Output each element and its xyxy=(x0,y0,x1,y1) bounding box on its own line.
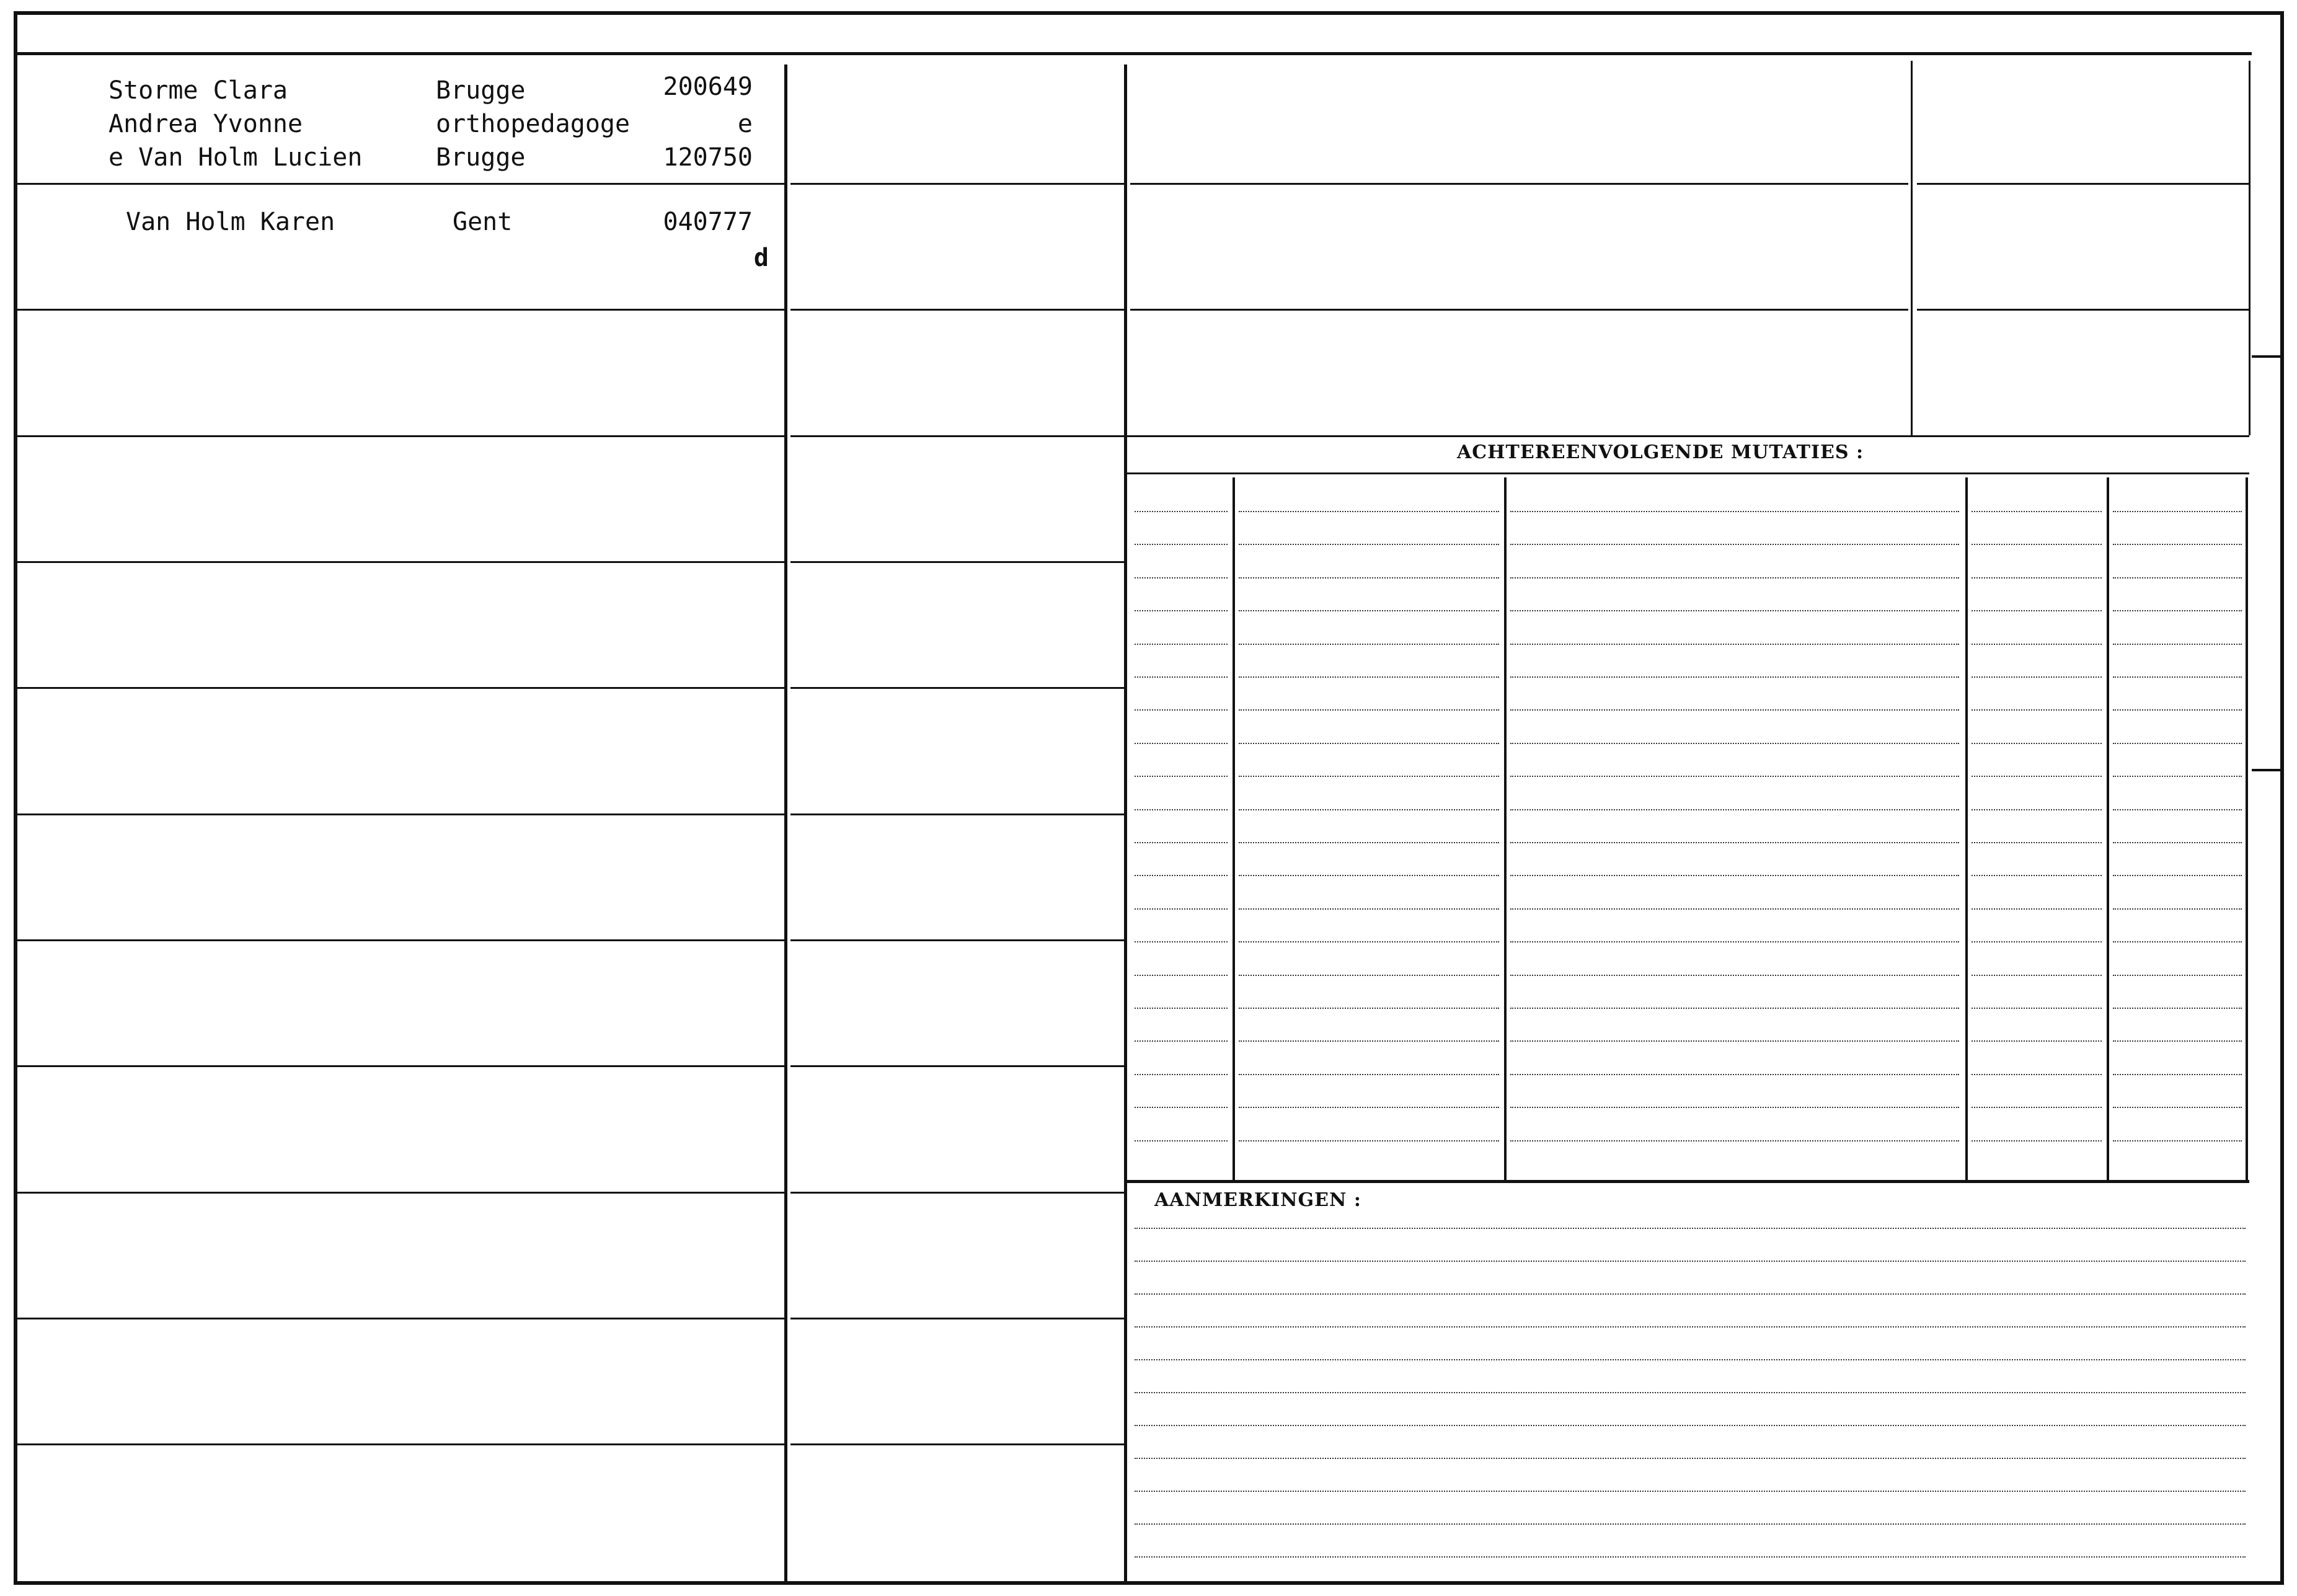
mutations-ruled-line xyxy=(2113,776,2242,777)
mutations-ruled-line xyxy=(1135,676,1228,678)
mutations-ruled-line xyxy=(1510,875,1959,876)
mutations-ruled-line xyxy=(1135,577,1228,579)
mutations-ruled-line xyxy=(1239,941,1499,942)
mutations-ruled-line xyxy=(1972,1008,2102,1009)
mutations-ruled-line xyxy=(1510,709,1959,711)
middle-row-line xyxy=(790,183,1124,185)
mutations-ruled-line xyxy=(1510,610,1959,611)
mutations-ruled-line xyxy=(1510,1040,1959,1042)
mutations-ruled-line xyxy=(1972,842,2102,843)
mutations-ruled-line xyxy=(1972,1040,2102,1042)
mutations-ruled-line xyxy=(1972,809,2102,810)
mutations-column-line xyxy=(2246,477,2248,1180)
mutations-ruled-line xyxy=(2113,1074,2242,1075)
mutations-ruled-line xyxy=(1135,809,1228,810)
middle-row-line xyxy=(790,309,1124,311)
left-row-line xyxy=(17,939,784,941)
left-row-line xyxy=(17,561,784,563)
mutations-ruled-line xyxy=(1972,743,2102,744)
mutations-ruled-line xyxy=(1972,544,2102,545)
mutations-ruled-line xyxy=(1239,975,1499,976)
edge-tick-2 xyxy=(2252,769,2284,771)
mutations-ruled-line xyxy=(1239,610,1499,611)
left-row-line xyxy=(17,1443,784,1445)
left-row-line xyxy=(17,814,784,815)
remarks-ruled-line xyxy=(1135,1392,2246,1393)
record-1-name-1: Storme Clara xyxy=(108,76,288,105)
mutations-ruled-line xyxy=(1239,577,1499,579)
record-1-code-1: 200649 xyxy=(663,73,753,101)
mutations-ruled-line xyxy=(1510,511,1959,512)
record-1-place-3: Brugge xyxy=(436,143,526,172)
mutations-ruled-line xyxy=(1510,776,1959,777)
mutations-ruled-line xyxy=(1135,511,1228,512)
left-column-divider xyxy=(784,64,787,1585)
mutations-ruled-line xyxy=(2113,577,2242,579)
mutations-ruled-line xyxy=(2113,709,2242,711)
remarks-ruled-line xyxy=(1135,1425,2246,1426)
mutations-ruled-line xyxy=(1135,743,1228,744)
mutations-ruled-line xyxy=(1510,544,1959,545)
record-1-place-2: orthopedagoge xyxy=(436,110,631,138)
mutations-ruled-line xyxy=(1239,1008,1499,1009)
mutations-ruled-line xyxy=(1239,875,1499,876)
mutations-ruled-line xyxy=(1972,610,2102,611)
mutations-ruled-line xyxy=(1239,709,1499,711)
mutations-ruled-line xyxy=(1135,544,1228,545)
mutations-ruled-line xyxy=(2113,975,2242,976)
mutations-ruled-line xyxy=(1135,941,1228,942)
mutations-header-line xyxy=(1127,472,2249,474)
middle-row-line xyxy=(790,687,1124,689)
mutations-ruled-line xyxy=(1510,743,1959,744)
mutations-ruled-line xyxy=(1972,709,2102,711)
mutations-ruled-line xyxy=(1972,1107,2102,1108)
mutations-ruled-line xyxy=(1972,1074,2102,1075)
mutations-ruled-line xyxy=(2113,842,2242,843)
record-1-code-3: 120750 xyxy=(663,143,753,172)
mutations-ruled-line xyxy=(1239,644,1499,645)
remarks-ruled-line xyxy=(1135,1359,2246,1360)
mutations-ruled-line xyxy=(1510,809,1959,810)
mutations-top-line xyxy=(1127,435,2249,437)
middle-row-line xyxy=(790,435,1124,437)
mutations-ruled-line xyxy=(1972,511,2102,512)
middle-row-line xyxy=(790,939,1124,941)
middle-column-divider xyxy=(1124,64,1127,1585)
mutations-ruled-line xyxy=(1239,676,1499,678)
edge-tick-1 xyxy=(2252,355,2284,358)
remarks-title: AANMERKINGEN : xyxy=(1154,1189,1361,1211)
record-2-code-2: d xyxy=(753,244,769,272)
mutations-ruled-line xyxy=(1239,776,1499,777)
mutations-ruled-line xyxy=(1510,842,1959,843)
mutations-ruled-line xyxy=(1510,1074,1959,1075)
mutations-ruled-line xyxy=(1510,908,1959,910)
left-row-line xyxy=(17,1318,784,1319)
mutations-ruled-line xyxy=(1972,941,2102,942)
mutations-ruled-line xyxy=(1239,1140,1499,1142)
remarks-ruled-line xyxy=(1135,1523,2246,1525)
right-top-line-1 xyxy=(1130,183,1908,185)
mutations-ruled-line xyxy=(1972,776,2102,777)
mutations-ruled-line xyxy=(2113,1107,2242,1108)
mutations-ruled-line xyxy=(1239,908,1499,910)
mutations-ruled-line xyxy=(1510,577,1959,579)
remarks-ruled-line xyxy=(1135,1491,2246,1492)
mutations-ruled-line xyxy=(1239,1107,1499,1108)
mutations-ruled-line xyxy=(1239,842,1499,843)
mutations-ruled-line xyxy=(1239,544,1499,545)
left-row-line xyxy=(17,309,784,311)
right-top-line-1b xyxy=(1917,183,2249,185)
mutations-ruled-line xyxy=(1239,511,1499,512)
mutations-column-line xyxy=(2107,477,2109,1180)
right-edge-top xyxy=(2249,61,2251,435)
card-frame xyxy=(14,11,2284,1585)
mutations-ruled-line xyxy=(1972,875,2102,876)
mutations-ruled-line xyxy=(1239,1074,1499,1075)
mutations-ruled-line xyxy=(1135,709,1228,711)
mutations-ruled-line xyxy=(1972,1140,2102,1142)
mutations-ruled-line xyxy=(2113,676,2242,678)
mutations-title: ACHTEREENVOLGENDE MUTATIES : xyxy=(1457,441,1864,463)
mutations-ruled-line xyxy=(2113,644,2242,645)
mutations-ruled-line xyxy=(1972,676,2102,678)
mutations-ruled-line xyxy=(1239,1040,1499,1042)
record-2-place: Gent xyxy=(453,208,513,236)
mutations-ruled-line xyxy=(1135,1008,1228,1009)
mutations-ruled-line xyxy=(1135,1107,1228,1108)
remarks-ruled-line xyxy=(1135,1458,2246,1459)
middle-row-line xyxy=(790,1065,1124,1067)
mutations-ruled-line xyxy=(1135,1074,1228,1075)
mutations-ruled-line xyxy=(1510,975,1959,976)
remarks-ruled-line xyxy=(1135,1228,2246,1229)
remarks-ruled-line xyxy=(1135,1293,2246,1295)
mutations-ruled-line xyxy=(1972,577,2102,579)
left-row-line xyxy=(17,435,784,437)
record-1-name-2: Andrea Yvonne xyxy=(108,110,303,138)
record-2-name: Van Holm Karen xyxy=(126,208,335,236)
mutations-ruled-line xyxy=(1510,941,1959,942)
right-top-line-2b xyxy=(1917,309,2249,311)
middle-row-line xyxy=(790,1192,1124,1194)
mutations-ruled-line xyxy=(1135,875,1228,876)
mutations-ruled-line xyxy=(1239,809,1499,810)
mutations-ruled-line xyxy=(1135,1140,1228,1142)
mutations-column-line xyxy=(1504,477,1507,1180)
record-2-code-1: 040777 xyxy=(663,208,753,236)
top-border xyxy=(14,52,2252,55)
mutations-ruled-line xyxy=(1135,644,1228,645)
mutations-ruled-line xyxy=(2113,1040,2242,1042)
mutations-ruled-line xyxy=(1135,610,1228,611)
middle-row-line xyxy=(790,1318,1124,1319)
mutations-ruled-line xyxy=(1135,975,1228,976)
mutations-ruled-line xyxy=(1972,975,2102,976)
mutations-ruled-line xyxy=(1510,1107,1959,1108)
mutations-ruled-line xyxy=(2113,1008,2242,1009)
mutations-ruled-line xyxy=(2113,908,2242,910)
mutations-ruled-line xyxy=(1239,743,1499,744)
record-1-code-2: e xyxy=(737,110,753,138)
mutations-ruled-line xyxy=(1135,1040,1228,1042)
record-1-place-1: Brugge xyxy=(436,76,526,105)
mutations-ruled-line xyxy=(1972,908,2102,910)
remarks-ruled-line xyxy=(1135,1326,2246,1328)
left-row-line xyxy=(17,183,784,185)
left-row-line xyxy=(17,1192,784,1194)
mutations-column-line xyxy=(1965,477,1968,1180)
mutations-ruled-line xyxy=(2113,610,2242,611)
record-1-name-3: e Van Holm Lucien xyxy=(108,143,363,172)
mutations-ruled-line xyxy=(1510,676,1959,678)
mutations-ruled-line xyxy=(1510,644,1959,645)
mutations-ruled-line xyxy=(1135,776,1228,777)
mutations-ruled-line xyxy=(1135,842,1228,843)
remarks-ruled-line xyxy=(1135,1261,2246,1262)
mutations-ruled-line xyxy=(1135,908,1228,910)
remarks-ruled-line xyxy=(1135,1556,2246,1558)
middle-row-line xyxy=(790,814,1124,815)
mutations-ruled-line xyxy=(2113,743,2242,744)
middle-row-line xyxy=(790,561,1124,563)
mutations-ruled-line xyxy=(2113,511,2242,512)
mutations-ruled-line xyxy=(2113,875,2242,876)
mutations-ruled-line xyxy=(2113,544,2242,545)
mutations-ruled-line xyxy=(1510,1140,1959,1142)
left-row-line xyxy=(17,1065,784,1067)
mutations-ruled-line xyxy=(2113,1140,2242,1142)
mutations-ruled-line xyxy=(1972,644,2102,645)
mutations-column-line xyxy=(1233,477,1235,1180)
mutations-ruled-line xyxy=(2113,941,2242,942)
mutations-bottom-line xyxy=(1127,1180,2249,1183)
middle-row-line xyxy=(790,1443,1124,1445)
right-top-divider xyxy=(1911,61,1913,435)
left-row-line xyxy=(17,687,784,689)
mutations-ruled-line xyxy=(1510,1008,1959,1009)
mutations-ruled-line xyxy=(2113,809,2242,810)
right-top-line-2 xyxy=(1130,309,1908,311)
